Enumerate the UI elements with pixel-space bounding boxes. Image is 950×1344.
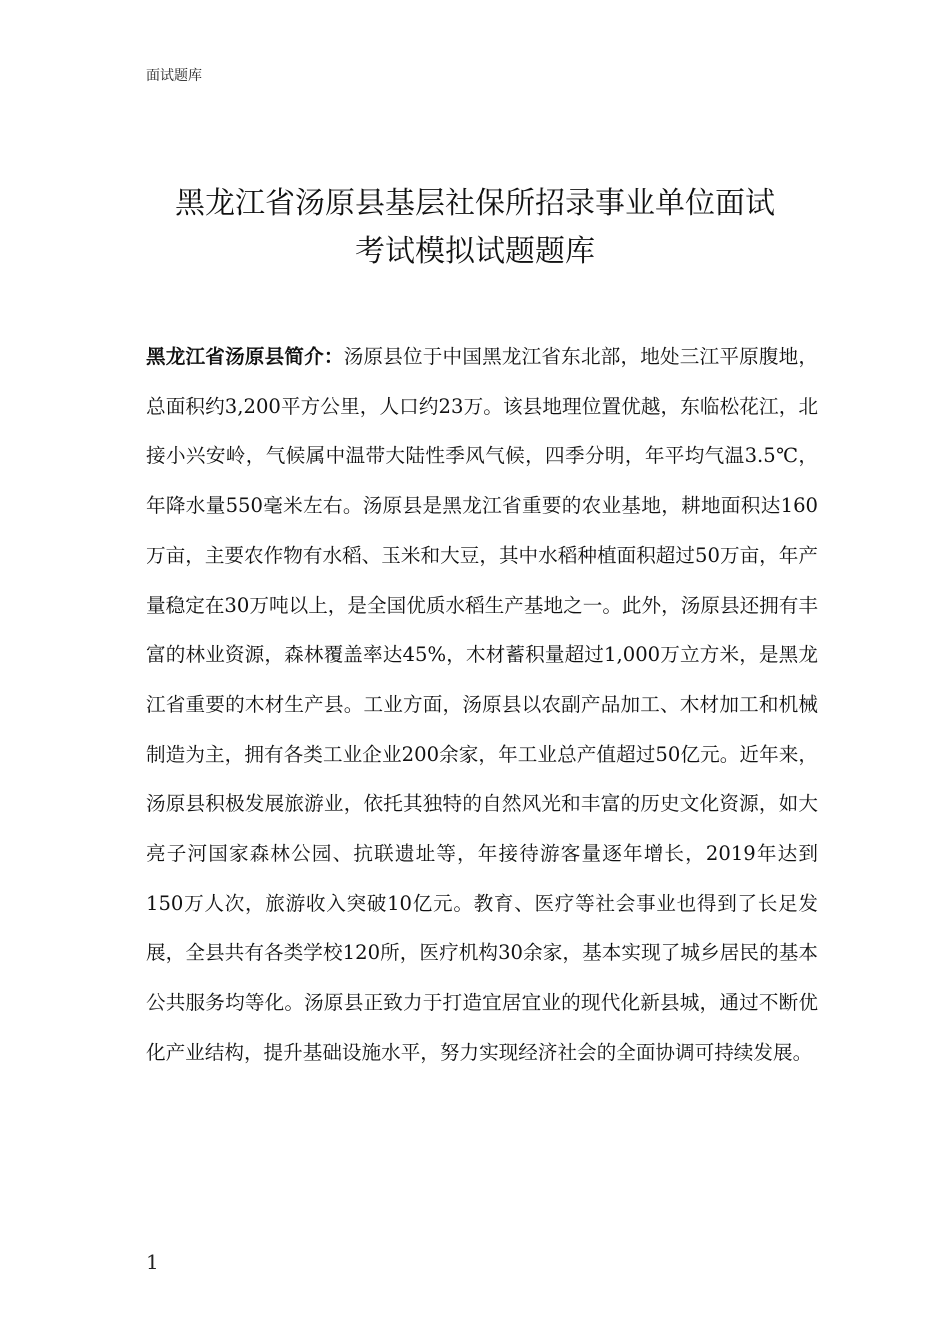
page-header: 面试题库 xyxy=(146,68,202,84)
intro-label: 黑龙江省汤原县简介： xyxy=(146,345,344,368)
intro-body-text: 汤原县位于中国黑龙江省东北部，地处三江平原腹地，总面积约3,200平方公里，人口约23万。该县地理位置优越，东临松花江，北接小兴安岭，气候属中温带大陆性季风气候，四季分明，年平均气温3.5℃，年降水量550毫米左右。汤原县是黑龙江省重要的农业基地，耕地面积达160万亩，主要农作物有水稻、玉米和大豆，其中水稻种植面积超过50万亩，年产量稳定在30万吨以上，是全国优质水稻生产基地之一。此外，汤原县还拥有丰富的林业资源，森林覆盖率达45%，木材蓄积量超过1,000万立方米，是黑龙江省重要的木材生产县。工业方面，汤原县以农副产品加工、木材加工和机械制造为主，拥有各类工业企业200余家，年工业总产值超过50亿元。近年来，汤原县积极发展旅游业，依托其独特的自然风光和丰富的历史文化资源，如大亮子河国家森林公园、抗联遗址等，年接待游客量逐年增长，2019年达到150万人次，旅游收入突破10亿元。教育、医疗等社会事业也得到了长足发展，全县共有各类学校120所，医疗机构30余家，基本实现了城乡居民的基本公共服务均等化。汤原县正致力于打造宜居宜业的现代化新县城，通过不断优化产业结构，提升基础设施水平，努力实现经济社会的全面协调可持续发展。 xyxy=(146,345,819,1064)
page-number: 1 xyxy=(146,1250,159,1274)
document-title-line-2: 考试模拟试题题库 xyxy=(355,234,595,269)
intro-paragraph xyxy=(146,332,818,1078)
document-title xyxy=(120,180,830,276)
document-title-line-1: 黑龙江省汤原县基层社保所招录事业单位面试 xyxy=(175,186,775,221)
